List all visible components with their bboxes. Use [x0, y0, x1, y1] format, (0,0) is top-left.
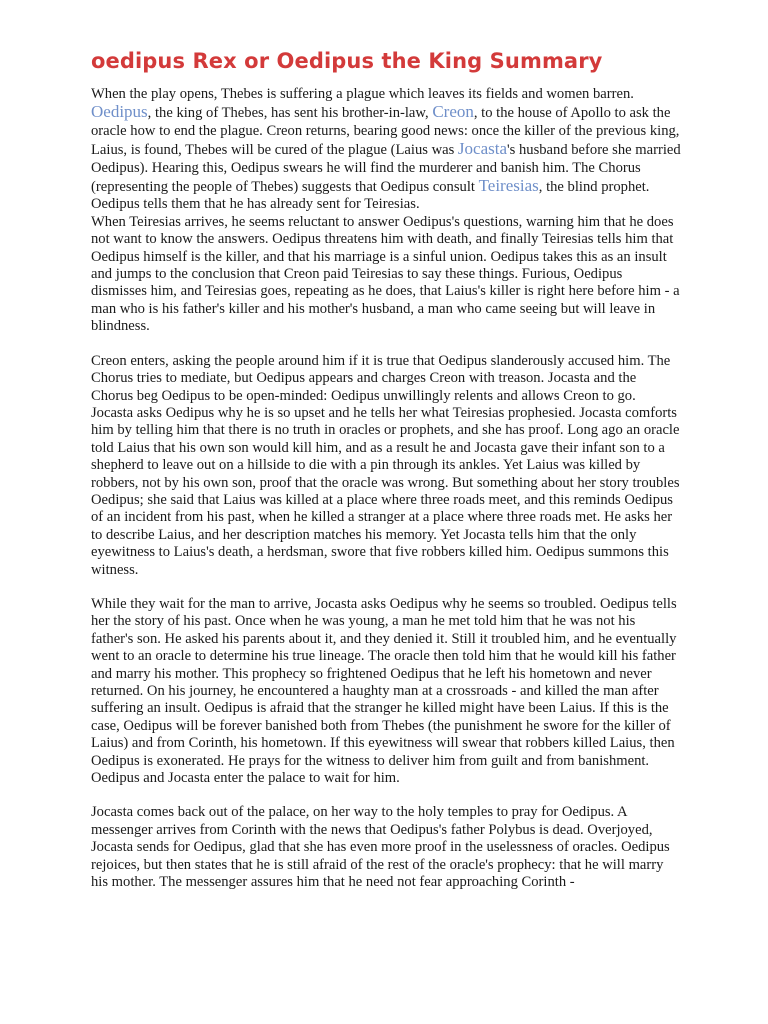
link-creon[interactable]: Creon [432, 102, 474, 122]
document-page [91, 48, 681, 908]
link-teiresias[interactable]: Teiresias [478, 176, 539, 196]
paragraph-opening-text-c: , to the house of Apollo to ask the oracle how to end the plague. Creon returns, bearing good news: once the killer of the previous king, Laius, is found, Thebes will be cured of the plague (Laius was [91, 105, 680, 159]
link-oedipus[interactable]: Oedipus [91, 102, 148, 122]
paragraph-opening-text-b: , the king of Thebes, has sent his brother-in-law, [147, 105, 433, 122]
paragraph-messenger: Jocasta comes back out of the palace, on her way to the holy temples to pray for Oedipus. A messenger arrives from Corinth with the news that Oedipus's father Polybus is dead. Overjoyed, Jocasta sends for Oedipus, glad that she has even more proof in the uselessness of oracles. Oedipus rejoices, but then states that he is still afraid of the rest of the oracle's prophecy: that he will marry his mother. The messenger assures him that he need not fear approaching Corinth - [91, 804, 670, 891]
paragraph-teiresias: When Teiresias arrives, he seems reluctant to answer Oedipus's questions, warning him that he does not want to know the answers. Oedipus threatens him with death, and finally Teiresias tells him that Oedipus himself is the killer, and that his marriage is a sinful union. Oedipus takes this as an insult and jumps to the conclusion that Creon paid Teiresias to say these things. Furious, Oedipus dismisses him, and Teiresias goes, repeating as he does, that Laius's killer is right here before him - a man who is his father's killer and his mother's husband, a man who came seeing but will leave in blindness. [91, 213, 680, 335]
paragraph-past: While they wait for the man to arrive, Jocasta asks Oedipus why he seems so troubled. Oedipus tells her the story of his past. Once when he was young, a man he met told him that he was not his father's son. He asked his parents about it, and they denied it. Still it troubled him, and he eventually went to an oracle to determine his true lineage. The oracle then told him that he would kill his father and marry his mother. This prophecy so frightened Oedipus that he left his hometown and never returned. On his journey, he encountered a haughty man at a crossroads - and killed the man after suffering an insult. Oedipus is afraid that the stranger he killed might have been Laius. If this is the case, Oedipus will be forever banished both from Thebes (the punishment he swore for the killer of Laius) and from Corinth, his hometown. If this eyewitness will swear that robbers killed Laius, then Oedipus is exonerated. He prays for the witness to deliver him from guilt and from banishment. Oedipus and Jocasta enter the palace to wait for him. [91, 595, 677, 787]
paragraph-opening-text-d: 's husband before she married Oedipus). Hearing this, Oedipus swears he will find the murderer and banish him. The Chorus (representing the people of Thebes) suggests that Oedipus consult [91, 142, 681, 196]
page-title: oedipus Rex or Oedipus the King Summary [91, 49, 603, 73]
paragraph-creon: Creon enters, asking the people around him if it is true that Oedipus slanderously accused him. The Chorus tries to mediate, but Oedipus appears and charges Creon with treason. Jocasta and the Chorus beg Oedipus to be open-minded: Oedipus unwillingly relents and allows Creon to go. Jocasta asks Oedipus why he is so upset and he tells her what Teiresias prophesied. Jocasta comforts him by telling him that there is no truth in oracles or prophets, and she has proof. Long ago an oracle told Laius that his own son would kill him, and as a result he and Jocasta gave their infant son to a shepherd to leave out on a hillside to die with a pin through its ankles. Yet Laius was killed by robbers, not by his own son, proof that the oracle was wrong. But something about her story troubles Oedipus; she said that Laius was killed at a place where three roads meet, and this reminds Oedipus of an incident from his past, when he killed a stranger at a place where three roads met. He asks her to describe Laius, and her description matches his memory. Yet Jocasta tells him that the only eyewitness to Laius's death, a herdsman, swore that five robbers killed him. Oedipus summons this witness. [91, 352, 680, 578]
paragraph-opening [91, 86, 681, 214]
paragraph-opening-text-e: , the blind prophet. Oedipus tells them that he has already sent for Teiresias. [91, 179, 650, 213]
paragraph-opening-text-a: When the play opens, Thebes is suffering a plague which leaves its fields and women barren. [91, 86, 634, 102]
link-jocasta[interactable]: Jocasta [457, 139, 508, 159]
